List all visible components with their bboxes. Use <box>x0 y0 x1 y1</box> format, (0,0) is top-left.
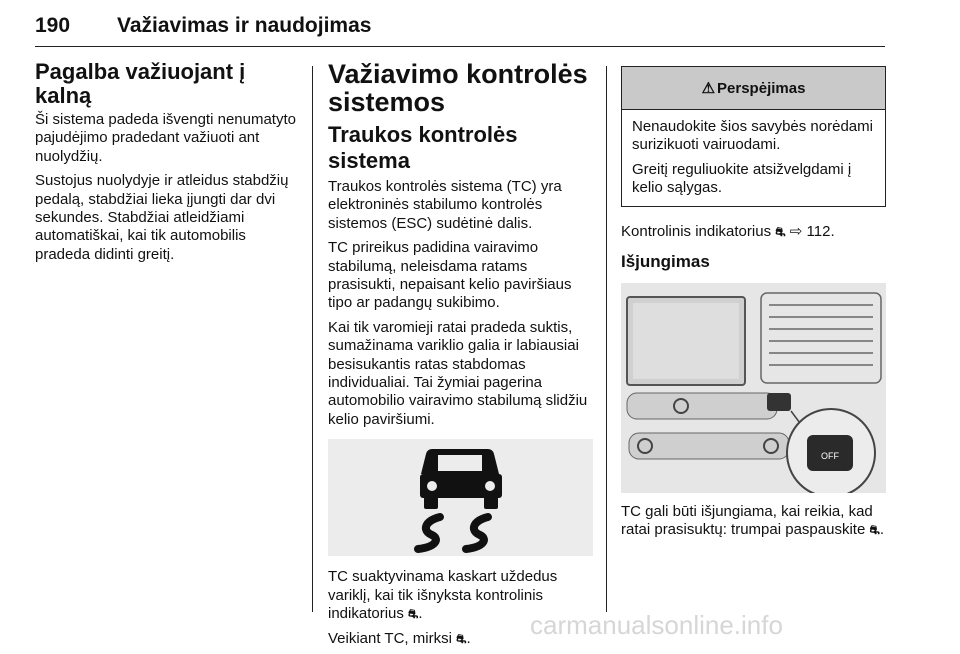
subheading-deactivation: Išjungimas <box>621 252 710 272</box>
paragraph: TC suaktyvinama kaskart uždedus variklį, kai tik išnyksta kontrolinis indikatorius ⛐. <box>328 568 558 623</box>
section-title: Važiavimo kontrolės sistemos <box>328 59 588 117</box>
paragraph: Ši sistema padeda išvengti nenumatyto pajudėjimo pradedant važiuoti ant nuolydžių. <box>35 111 296 165</box>
indicator-reference: Kontrolinis indikatorius ⛐ ⇨ 112. <box>621 222 835 240</box>
paragraph: TC gali būti išjungiama, kai reikia, kad ratai prasisuktų: trumpai paspauskite ⛐. <box>621 503 884 539</box>
paragraph: Greitį reguliuokite atsižvelgdami į kelio sąlygas. <box>632 160 852 197</box>
chapter-title: Važiavimas ir naudojimas <box>117 14 372 37</box>
traction-control-icon <box>328 439 593 556</box>
watermark: carmanualsonline.info <box>530 610 783 640</box>
subsection-title: Traukos kontrolės sistema <box>328 122 518 173</box>
warning-body <box>622 110 885 206</box>
page-number: 190 <box>35 14 71 37</box>
paragraph: TC prireikus padidina vairavimo stabilumą, neleisdama ratams prasisukti, nepaisant kelio paviršiaus tipo ar padangų sukibimo. <box>328 239 572 312</box>
warning-box <box>621 66 886 207</box>
svg-text:OFF: OFF <box>821 451 839 462</box>
center-console-image <box>621 283 886 493</box>
column-divider <box>606 66 607 612</box>
section-heading-hill-start: Pagalba važiuojant į kalną <box>35 59 246 108</box>
tc-off-icon: ⛐ <box>869 523 880 538</box>
paragraph: Kai tik varomieji ratai pradeda suktis, sumažinama variklio galia ir labiausiai besisukantis ratas stabdomas individualiai. Tai žymiai pagerina automobilio vairavimo stabilumą slidžiu kelio paviršiumi. <box>328 318 588 428</box>
column-hill-start-assist <box>35 60 300 270</box>
column-warning <box>621 66 886 546</box>
page-ref-arrow-icon: ⇨ <box>789 222 803 240</box>
paragraph: Sustojus nuolydyje ir atleidus stabdžių pedalą, stabdžiai lieka įjungti dar dvi sekundes. Stabdžiai atleidžiami automatiškai, kai tik automobilis pradeda didinti greitį. <box>35 172 289 263</box>
tc-indicator-icon: ⛐ <box>408 607 419 622</box>
warning-icon: ⚠ <box>701 80 716 97</box>
tc-indicator-icon: ⛐ <box>775 224 786 239</box>
paragraph: Nenaudokite šios savybės norėdami surizikuoti vairuodami. <box>632 118 873 154</box>
paragraph: Veikiant TC, mirksi ⛐. <box>328 629 471 647</box>
paragraph: Traukos kontrolės sistema (TC) yra elektroninės stabilumo kontrolės sistemos (ESC) sudėtinė dalis. <box>328 178 562 232</box>
page-header <box>35 14 885 48</box>
warning-header <box>622 67 885 110</box>
column-divider <box>312 66 313 612</box>
warning-title: Perspėjimas <box>717 79 806 97</box>
column-driving-control <box>328 60 593 654</box>
tc-indicator-icon: ⛐ <box>456 631 467 646</box>
tc-indicator-illustration <box>328 439 593 556</box>
console-button-illustration <box>621 283 886 493</box>
header-divider <box>35 46 885 47</box>
